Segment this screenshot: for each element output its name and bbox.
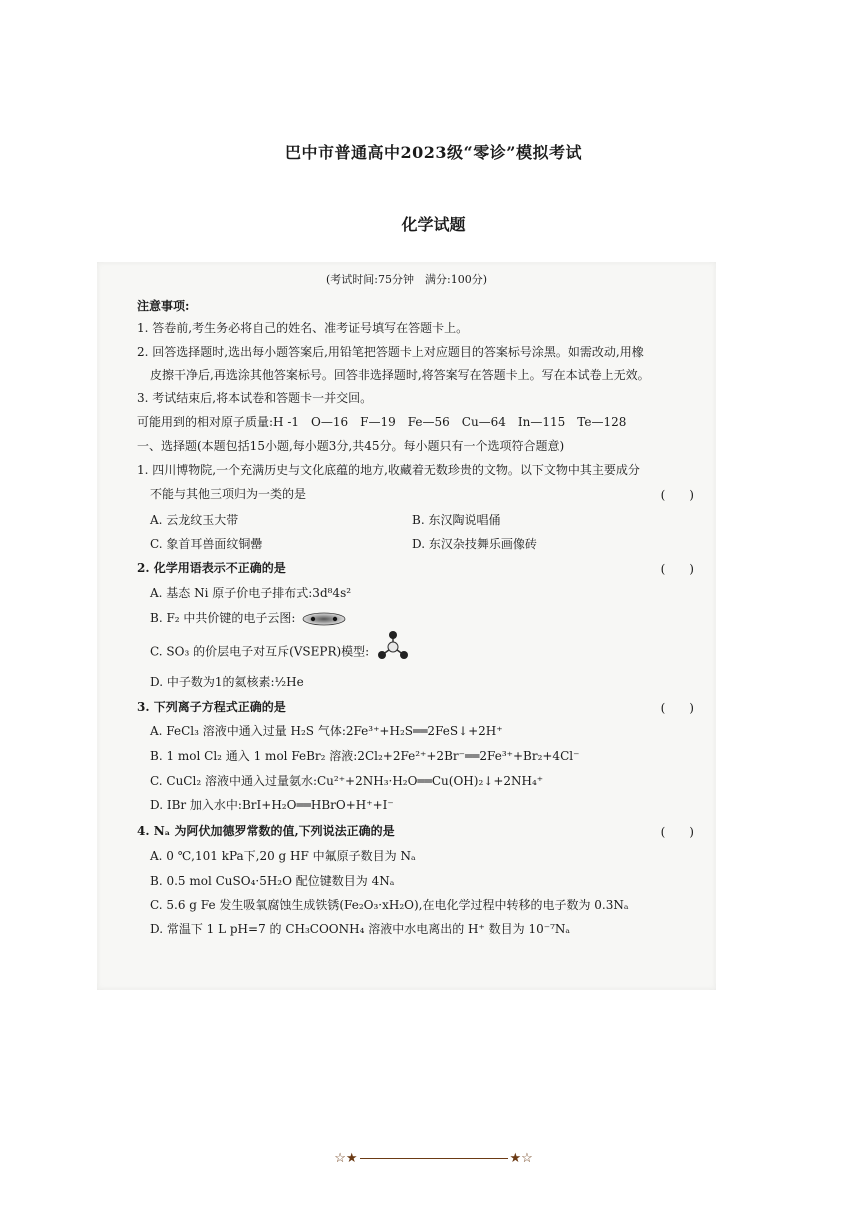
q3-option-a: A. FeCl₃ 溶液中通入过量 H₂S 气体:2Fe³⁺+H₂S══2FeS↓+2H⁺ [150,724,503,738]
footer-rule [360,1158,508,1159]
q4-answer-bracket: ( ) [660,825,694,839]
so3-vsepr-model-icon [375,629,411,663]
q1-answer-bracket: ( ) [660,488,694,502]
footer-star-left: ☆★ [334,1151,358,1166]
q2-stem: 2. 化学用语表示不正确的是 [137,561,286,575]
q4-option-b: B. 0.5 mol CuSO₄·5H₂O 配位键数目为 4Nₐ [150,874,395,888]
f2-electron-cloud-icon [301,612,347,626]
notice-item-3: 3. 考试结束后,将本试卷和答题卡一并交回。 [137,391,373,405]
q2-option-b [150,610,347,626]
notice-item-2-cont: 皮擦干净后,再选涂其他答案标号。回答非选择题时,将答案写在答题卡上。写在本试卷上无效。 [150,368,650,382]
atomic-masses: 可能用到的相对原子质量:H -1 O—16 F—19 Fe—56 Cu—64 In—115 Te—128 [137,415,627,429]
notice-item-2: 2. 回答选择题时,选出每小题答案后,用铅笔把答题卡上对应题目的答案标号涂黑。如需改动,用橡 [137,345,644,359]
q1-option-a: A. 云龙纹玉大带 [150,513,239,527]
q2-option-c [150,641,411,663]
footer-decoration [0,1151,867,1166]
q3-option-c: C. CuCl₂ 溶液中通入过量氨水:Cu²⁺+2NH₃·H₂O══Cu(OH)₂↓+2NH₄⁺ [150,774,544,788]
q1-option-c: C. 象首耳兽面纹铜罍 [150,537,263,551]
subject-title: 化学试题 [401,215,466,234]
q1-option-d: D. 东汉杂技舞乐画像砖 [412,537,537,551]
footer-star-right: ★☆ [509,1151,533,1166]
notice-heading: 注意事项: [137,299,190,313]
q4-stem: 4. Nₐ 为阿伏加德罗常数的值,下列说法正确的是 [137,824,395,838]
q1-stem-line2: 不能与其他三项归为一类的是 [150,487,307,501]
q4-option-c: C. 5.6 g Fe 发生吸氧腐蚀生成铁锈(Fe₂O₃·xH₂O),在电化学过程中转移的电子数为 0.3Nₐ [150,898,629,912]
page-title: 巴中市普通高中2023级“零诊”模拟考试 [285,143,582,162]
notice-item-1: 1. 答卷前,考生务必将自己的姓名、准考证号填写在答题卡上。 [137,321,469,335]
q3-stem: 3. 下列离子方程式正确的是 [137,700,286,714]
q3-option-d: D. IBr 加入水中:BrI+H₂O══HBrO+H⁺+I⁻ [150,798,394,812]
q2-answer-bracket: ( ) [660,562,694,576]
q1-option-b: B. 东汉陶说唱俑 [412,513,501,527]
q2-option-d: D. 中子数为1的氦核素:½He [150,675,304,689]
q3-option-b: B. 1 mol Cl₂ 通入 1 mol FeBr₂ 溶液:2Cl₂+2Fe²⁺+2Br⁻══2Fe³⁺+Br₂+4Cl⁻ [150,749,580,763]
exam-info: (考试时间:75分钟 满分:100分) [326,273,487,286]
q1-stem-line1: 1. 四川博物院,一个充满历史与文化底蕴的地方,收藏着无数珍贵的文物。以下文物中其主要成分 [137,463,640,477]
q4-option-d: D. 常温下 1 L pH=7 的 CH₃COONH₄ 溶液中水电离出的 H⁺ 数目为 10⁻⁷Nₐ [150,922,571,936]
q2-option-c-text: C. SO₃ 的价层电子对互斥(VSEPR)模型: [150,644,370,659]
q2-option-a: A. 基态 Ni 原子价电子排布式:3d⁸4s² [150,586,352,600]
q4-option-a: A. 0 ℃,101 kPa下,20 g HF 中氟原子数目为 Nₐ [150,849,416,863]
scanned-exam-page [97,262,716,990]
q2-option-b-text: B. F₂ 中共价键的电子云图: [150,611,296,625]
q3-answer-bracket: ( ) [660,701,694,715]
section-heading: 一、选择题(本题包括15小题,每小题3分,共45分。每小题只有一个选项符合题意) [137,439,565,453]
